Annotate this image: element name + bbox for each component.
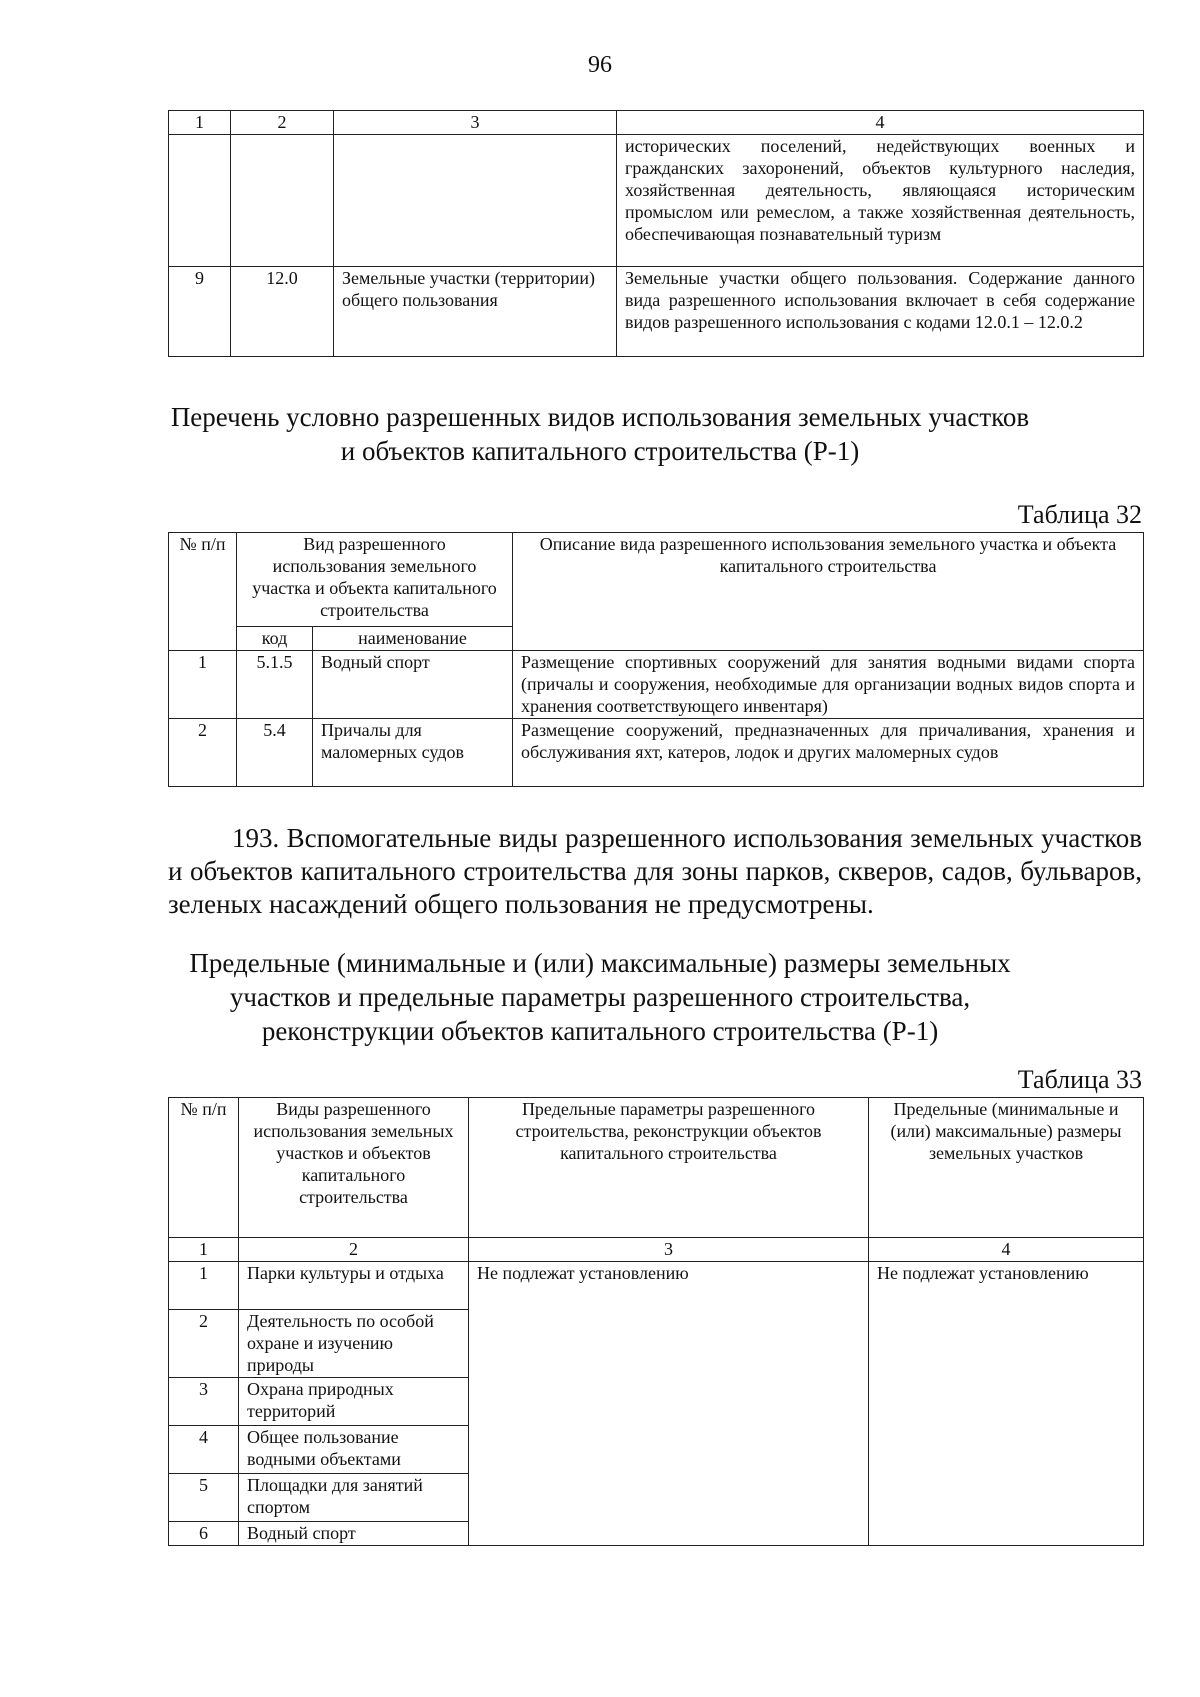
params-value: Не подлежат установлению — [469, 1262, 869, 1546]
table-header-row — [169, 1098, 1144, 1238]
row-num: 5 — [169, 1474, 239, 1522]
column-number-row — [169, 1238, 1144, 1262]
heading-line: и объектов капитального строительства (Р-1) — [340, 436, 860, 466]
row-num: 1 — [169, 1262, 239, 1310]
header-num: № п/п — [169, 533, 237, 651]
sizes-value: Не подлежат установлению — [869, 1262, 1144, 1546]
header-code: код — [237, 627, 313, 651]
row-name: Общее пользование водными объектами — [239, 1426, 469, 1474]
header-num: № п/п — [169, 1098, 239, 1238]
col-2-header: 2 — [231, 111, 334, 135]
table-row — [169, 1262, 1144, 1310]
table-row — [169, 135, 1144, 267]
paragraph-193 — [168, 822, 1142, 921]
header-types: Виды разрешенного использования земельных участков и объектов капитального строительства — [239, 1098, 469, 1238]
table-row — [169, 651, 1144, 719]
row-desc: Размещение спортивных сооружений для занятия водными видами спорта (причалы и сооружения, необходимые для организации водных видов спорта и хранения соответствующего инвентаря) — [513, 651, 1144, 719]
row-name: Парки культуры и отдыха — [239, 1262, 469, 1310]
row-name: Площадки для занятий спортом — [239, 1474, 469, 1522]
row-num: 2 — [169, 719, 237, 787]
row-num: 1 — [169, 651, 237, 719]
row-num — [169, 135, 231, 267]
row-desc: Земельные участки общего пользования. Содержание данного вида разрешенного использования включает в себя содержание видов разрешенного использования с кодами 12.0.1 – 12.0.2 — [617, 267, 1144, 357]
row-num: 9 — [169, 267, 231, 357]
col-4-number: 4 — [869, 1238, 1144, 1262]
table-32 — [168, 532, 1144, 787]
row-num: 4 — [169, 1426, 239, 1474]
heading-line: Предельные (минимальные и (или) максимальные) размеры земельных — [189, 948, 1011, 978]
continuation-table — [168, 110, 1144, 357]
row-name: Водный спорт — [313, 651, 513, 719]
page-number: 96 — [588, 52, 612, 78]
row-code: 5.1.5 — [237, 651, 313, 719]
col-1-header: 1 — [169, 111, 231, 135]
header-name: наименование — [313, 627, 513, 651]
row-code: 5.4 — [237, 719, 313, 787]
table-header-row — [169, 111, 1144, 135]
header-params: Предельные параметры разрешенного строительства, реконструкции объектов капитального строительства — [469, 1098, 869, 1238]
paragraph-text: Вспомогательные виды разрешенного использования земельных участков и объектов капитального строительства для зоны парков, скверов, садов, бульваров, зеленых насаждений общего пользования не предусмотрены. — [168, 823, 1142, 919]
table-33 — [168, 1097, 1144, 1546]
row-desc: Размещение сооружений, предназначенных для причаливания, хранения и обслуживания яхт, катеров, лодок и других маломерных судов — [513, 719, 1144, 787]
row-num: 6 — [169, 1522, 239, 1546]
col-4-header: 4 — [617, 111, 1144, 135]
row-name: Водный спорт — [239, 1522, 469, 1546]
heading-limits — [0, 946, 1200, 1048]
col-3-header: 3 — [334, 111, 617, 135]
row-code — [231, 135, 334, 267]
row-name: Причалы для маломерных судов — [313, 719, 513, 787]
table-row — [169, 719, 1144, 787]
col-2-number: 2 — [239, 1238, 469, 1262]
paragraph-number: 193. — [232, 823, 280, 853]
table-header-row — [169, 533, 1144, 627]
table-32-caption: Таблица 32 — [1017, 500, 1142, 529]
heading-line: Перечень условно разрешенных видов использования земельных участков — [170, 402, 1030, 432]
col-1-number: 1 — [169, 1238, 239, 1262]
header-sizes: Предельные (минимальные и (или) максимальные) размеры земельных участков — [869, 1098, 1144, 1238]
table-row — [169, 267, 1144, 357]
row-desc: исторических поселений, недействующих военных и гражданских захоронений, объектов культурного наследия, хозяйственная деятельность, являющаяся историческим промыслом или ремеслом, а также хозяйственная деятельность, обеспечивающая познавательный туризм — [617, 135, 1144, 267]
header-vid: Вид разрешенного использования земельного участка и объекта капитального строительства — [237, 533, 513, 627]
col-3-number: 3 — [469, 1238, 869, 1262]
row-name: Деятельность по особой охране и изучению природы — [239, 1310, 469, 1378]
heading-line: участков и предельные параметры разрешенного строительства, — [229, 982, 971, 1012]
row-code: 12.0 — [231, 267, 334, 357]
heading-conditional-uses — [0, 400, 1200, 468]
row-name: Земельные участки (территории) общего пользования — [334, 267, 617, 357]
row-num: 3 — [169, 1378, 239, 1426]
table-33-caption: Таблица 33 — [1017, 1065, 1142, 1094]
row-name: Охрана природных территорий — [239, 1378, 469, 1426]
row-num: 2 — [169, 1310, 239, 1378]
heading-line: реконструкции объектов капитального строительства (Р-1) — [261, 1016, 939, 1046]
row-name — [334, 135, 617, 267]
header-desc: Описание вида разрешенного использования земельного участка и объекта капитального строительства — [513, 533, 1144, 651]
